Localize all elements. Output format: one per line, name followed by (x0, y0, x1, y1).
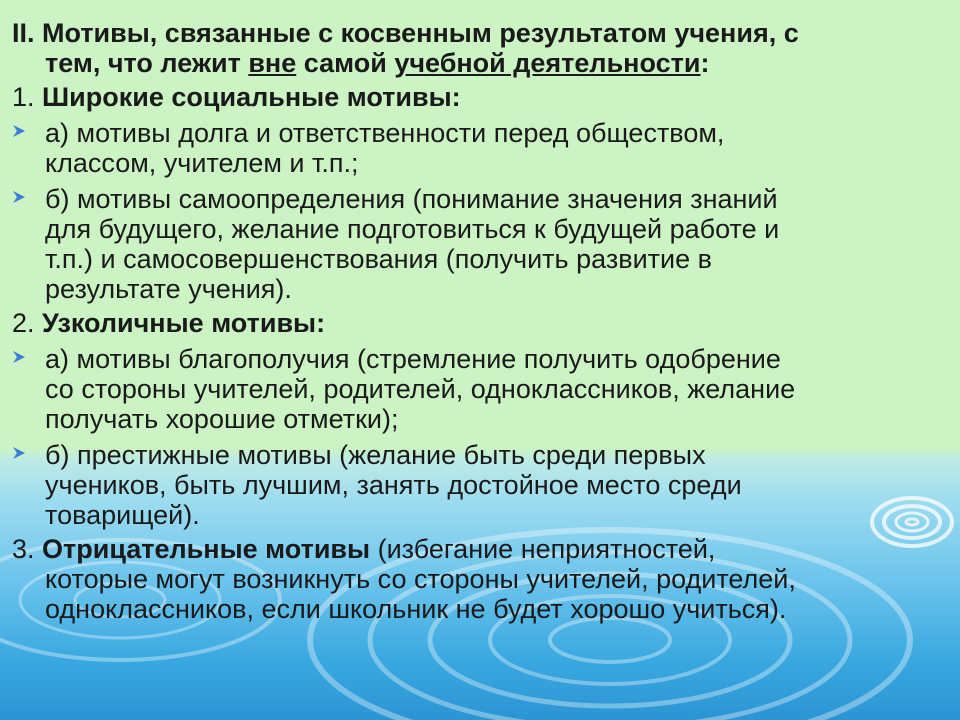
section-title: Узколичные мотивы: (42, 308, 326, 338)
section-1-title (12, 82, 947, 112)
section-number: 3. (12, 534, 43, 564)
heading-line-1: II. Мотивы, связанные с косвенным результатом учения, с (12, 18, 799, 48)
section-3 (12, 534, 947, 624)
arrow-bullet-icon (12, 190, 26, 204)
bullet-item (12, 184, 947, 304)
heading-underlined-vne: вне (248, 48, 297, 78)
bullet-text-line: т.п.) и самосовершенствования (получить развитие в (45, 244, 712, 274)
heading-line-2 (12, 48, 947, 78)
bullet-item (12, 344, 947, 434)
section-text: (избегание неприятностей, (370, 534, 716, 564)
arrow-bullet-icon (12, 350, 26, 364)
bullet-text-line: а) мотивы благополучия (стремление получить одобрение (45, 344, 781, 374)
bullet-text-line: б) мотивы самоопределения (понимание значения знаний (45, 184, 778, 214)
bullet-text-line: б) престижные мотивы (желание быть среди первых (45, 440, 706, 470)
heading-text: самой (296, 48, 395, 78)
section-title: Широкие социальные мотивы: (42, 82, 461, 112)
section-text-line: одноклассников, если школьник не будет хорошо учиться). (45, 594, 787, 624)
bullet-item (12, 118, 947, 178)
heading-text: : (700, 48, 710, 78)
bullet-text-line: для будущего, желание подготовиться к будущей работе и (45, 214, 780, 244)
bullet-text-line: учеников, быть лучшим, занять достойное место среди (45, 470, 742, 500)
bullet-text-line: со стороны учителей, родителей, одноклассников, желание (45, 374, 796, 404)
bullet-text-line: а) мотивы долга и ответственности перед обществом, (45, 118, 725, 148)
arrow-bullet-icon (12, 124, 26, 138)
bullet-item (12, 440, 947, 530)
section-number: 2. (12, 308, 43, 338)
bullet-text-line: получать хорошие отметки); (45, 404, 399, 434)
arrow-bullet-icon (12, 446, 26, 460)
heading-underlined-activity: учебной деятельности (394, 48, 701, 78)
section-title: Отрицательные мотивы (42, 534, 371, 564)
bullet-text-line: классом, учителем и т.п.; (45, 148, 359, 178)
section-text-line: которые могут возникнуть со стороны учителей, родителей, (45, 564, 796, 594)
bullet-text-line: товарищей). (45, 500, 200, 530)
slide-heading (12, 18, 947, 78)
bullet-text-line: результате учения). (45, 274, 292, 304)
section-number: 1. (12, 82, 43, 112)
slide-content (12, 18, 947, 624)
heading-text: тем, что лежит (45, 48, 249, 78)
section-3-title (12, 534, 947, 564)
section-2-title (12, 308, 947, 338)
